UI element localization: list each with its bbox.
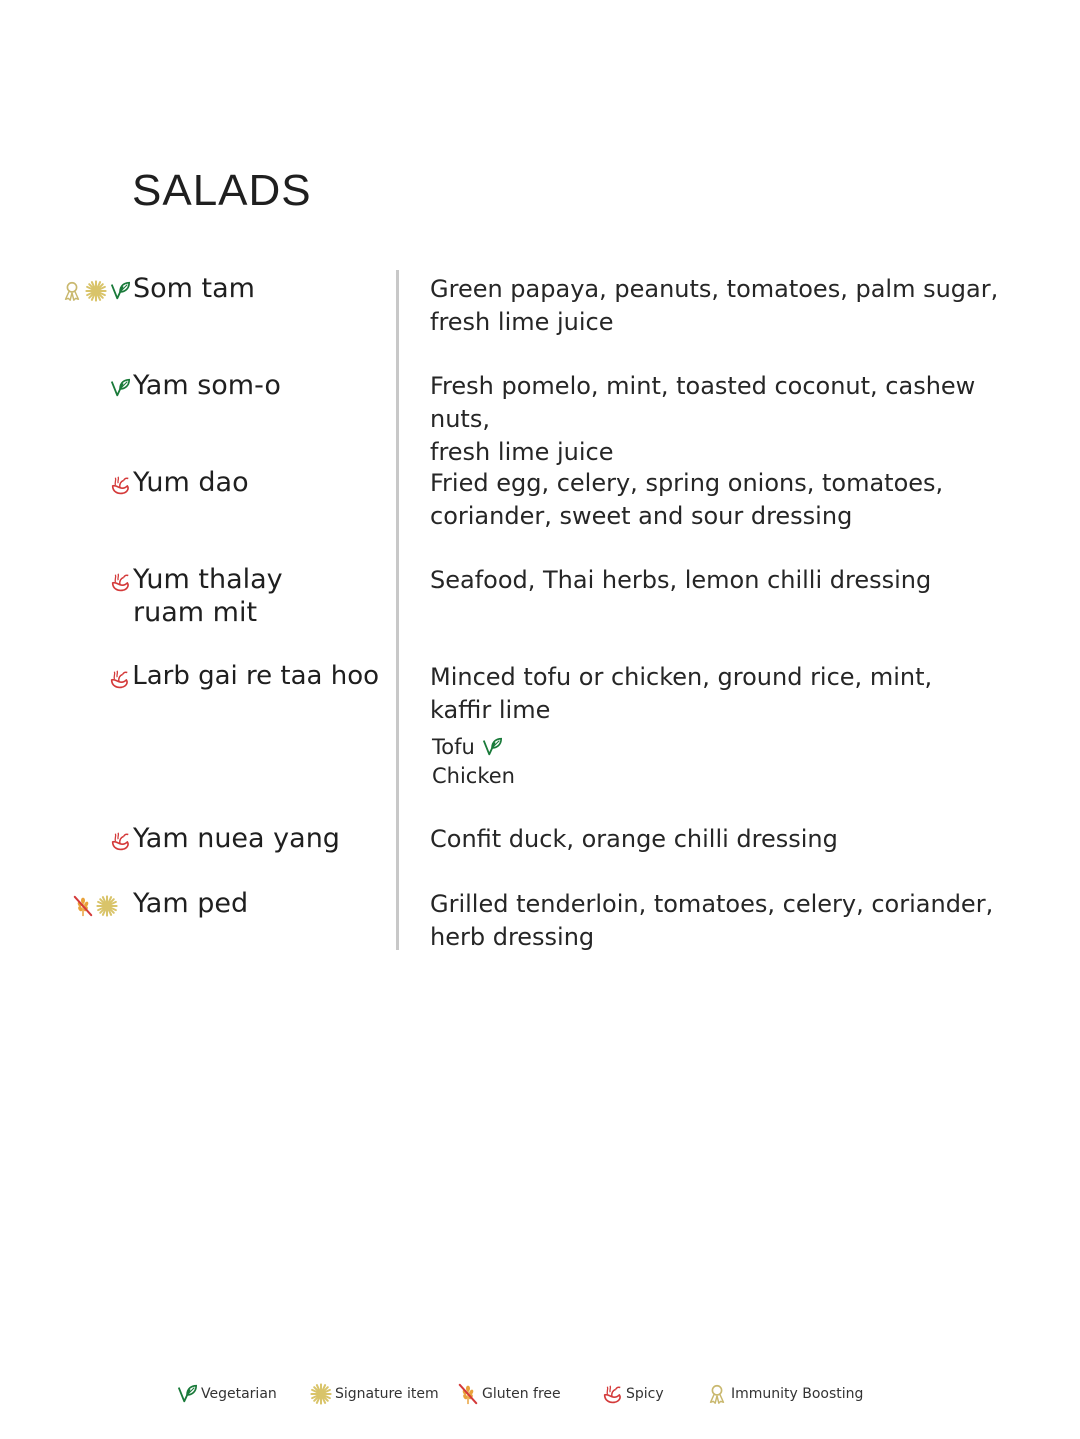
vegetarian-icon [109,377,131,399]
item-icons [40,466,132,496]
spicy-icon [109,571,131,593]
legend-label: Signature item [335,1386,439,1402]
description-line: herb dressing [430,923,595,951]
item-name: Larb gai re taa hoo [132,661,380,691]
vegetarian-icon [109,280,131,302]
description-line: Fresh pomelo, mint, toasted coconut, cashew nuts, [430,372,976,433]
spicy-icon [108,668,130,690]
immunity-icon [61,280,83,302]
description-line: fresh lime juice [430,438,614,466]
item-description [430,888,1030,954]
item-name: Yam som-o [133,370,281,401]
spicy-icon [109,830,131,852]
option-chicken [432,762,515,790]
description-line: Grilled tenderloin, tomatoes, celery, coriander, [430,890,994,918]
spicy-icon [601,1383,623,1405]
description-line: coriander, sweet and sour dressing [430,502,853,530]
legend-immunity [706,1383,863,1405]
option-tofu [432,733,503,761]
option-label: Chicken [432,764,515,788]
item-icons [40,660,131,690]
menu-item-yam-som-o [40,369,390,402]
item-description [430,823,1030,856]
legend-label: Spicy [626,1386,664,1402]
option-label: Tofu [432,735,475,759]
item-name: Yum dao [133,467,249,498]
legend-vegetarian [176,1383,277,1405]
item-description [430,467,1030,533]
column-divider [396,270,399,950]
signature-icon [85,280,107,302]
item-name-line: Yum thalay [133,564,283,595]
item-description [430,370,1030,469]
legend-signature [310,1383,439,1405]
item-description [430,564,1030,597]
menu-item-yum-thalay-ruam-mit [40,563,390,629]
item-icons [40,369,132,399]
item-icons [40,272,132,302]
item-name: Som tam [133,273,255,304]
vegetarian-icon [481,736,503,758]
vegetarian-icon [176,1383,198,1405]
menu-item-yam-ped [40,887,390,920]
menu-item-som-tam [40,272,390,305]
description-line: Minced tofu or chicken, ground rice, mint, [430,663,933,691]
menu-item-larb-gai-re-taa-hoo [40,660,390,693]
item-icons [40,887,132,917]
icon-legend [0,1383,1080,1413]
item-name-line: ruam mit [133,597,258,628]
signature-icon [310,1383,332,1405]
spicy-icon [109,474,131,496]
legend-label: Immunity Boosting [731,1386,864,1402]
item-name [133,563,383,629]
item-name: Yam nuea yang [133,823,340,854]
signature-icon [96,895,118,917]
gluten-free-icon [72,895,94,917]
legend-label: Vegetarian [201,1386,277,1402]
legend-label: Gluten free [482,1386,561,1402]
immunity-icon [706,1383,728,1405]
item-name: Yam ped [133,888,249,919]
description-line: Green papaya, peanuts, tomatoes, palm sugar, [430,275,999,303]
description-line: Seafood, Thai herbs, lemon chilli dressing [430,566,932,594]
legend-spicy [601,1383,664,1405]
description-line: Fried egg, celery, spring onions, tomatoes, [430,469,944,497]
description-line: Confit duck, orange chilli dressing [430,825,838,853]
item-icons [40,822,132,852]
gluten-free-icon [457,1383,479,1405]
description-line: fresh lime juice [430,308,614,336]
section-title: SALADS [132,166,312,215]
item-icons [40,563,132,593]
description-line: kaffir lime [430,696,551,724]
menu-item-yam-nuea-yang [40,822,390,855]
legend-gluten-free [457,1383,561,1405]
item-description [430,273,1030,339]
menu-item-yum-dao [40,466,390,499]
item-description [430,661,1030,727]
